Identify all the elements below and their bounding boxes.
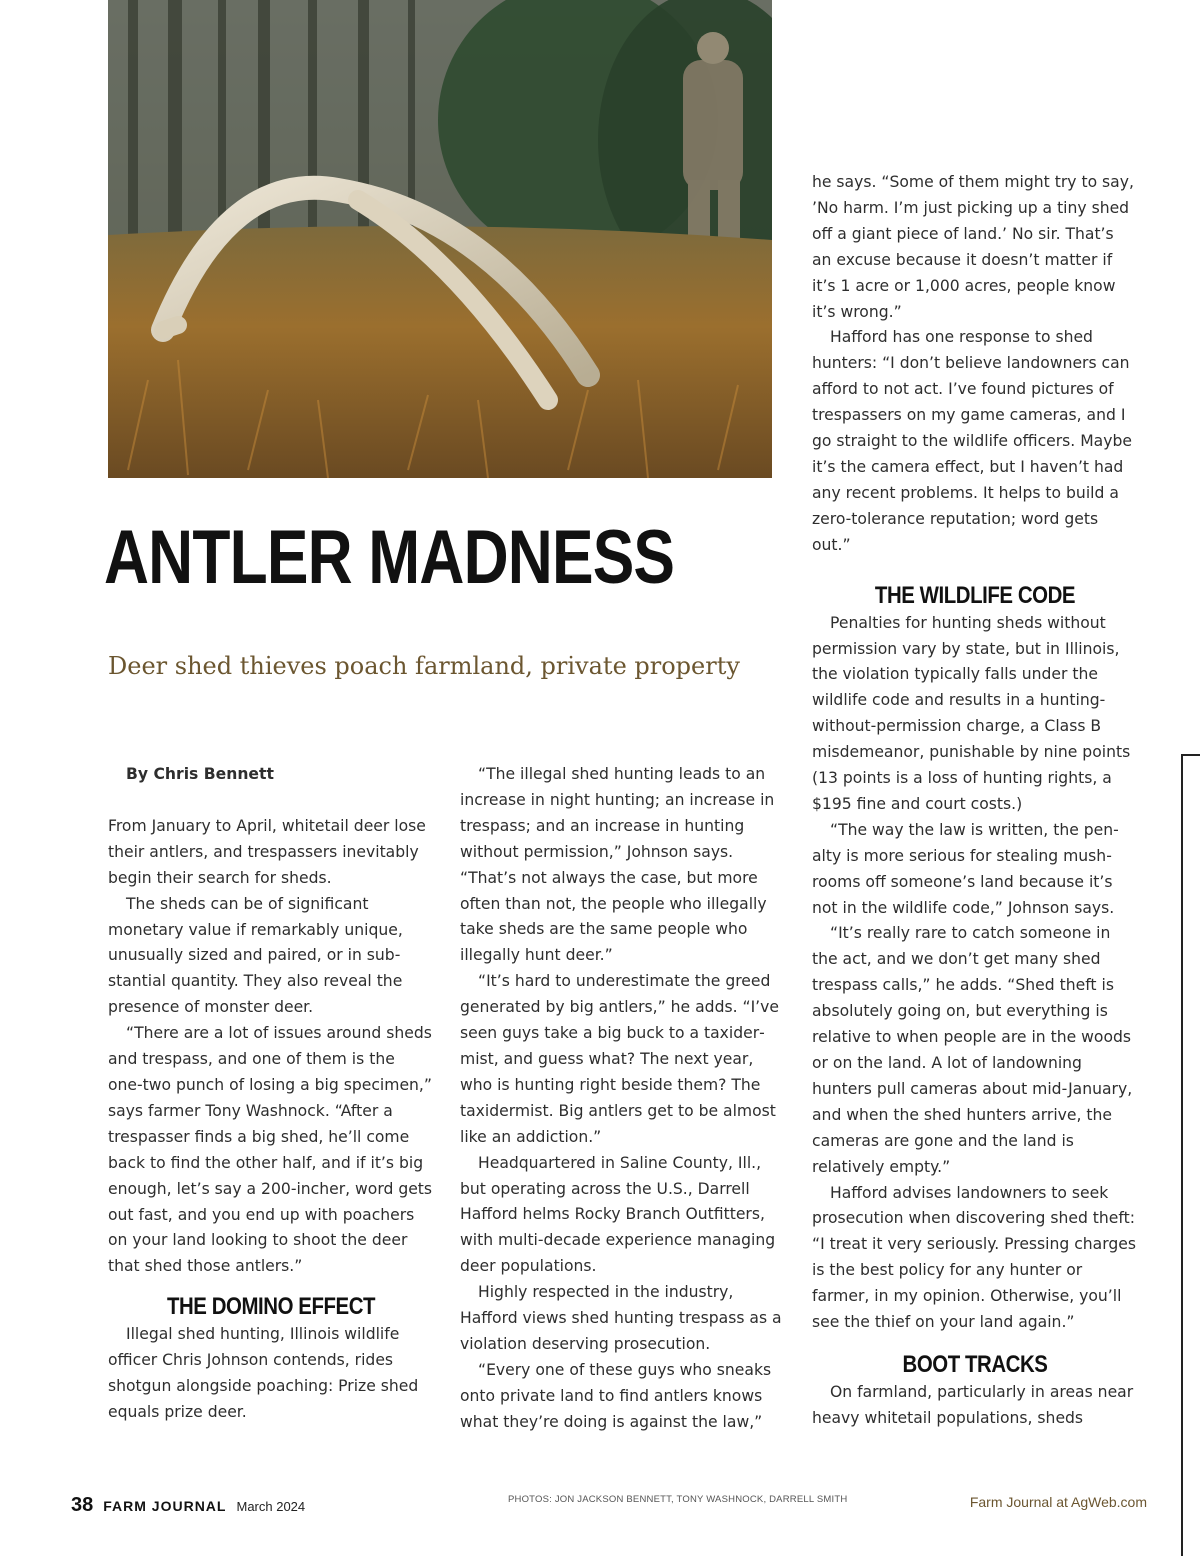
paragraph: Illegal shed hunting, Illinois wildlife officer Chris Johnson contends, rides shotgun alongside poaching: Prize shed equals prize deer.	[108, 1325, 419, 1421]
paragraph: Hafford has one response to shed hunters: “I don’t believe landowners can afford to not act. I’ve found pictures of trespassers on my game cameras, and I go straight to the wildlife officers. Maybe it’s the camera effect, but I haven’t had any recent problems. It helps to build a zero-tolerance reputation; word gets out.”	[812, 328, 1132, 554]
paragraph: From January to April, whitetail deer lose their antlers, and trespassers inevitably begin their search for sheds.	[108, 816, 426, 887]
paragraph: “It’s really rare to catch someone in the act, and we don’t get many shed trespass calls,” he adds. “Shed theft is absolutely going on, but everything is relative to when people are in the woods or on the land. A lot of landowning hunters pull cameras about mid-January, and when the shed hunters arrive, the cameras are gone and the land is relatively empty.”	[812, 924, 1133, 1176]
column-2	[460, 762, 786, 1436]
paragraph: Highly respected in the industry, Hafford views shed hunting trespass as a violation deserving prosecution.	[460, 1283, 782, 1353]
hero-photo	[108, 0, 772, 478]
headline: ANTLER MADNESS	[104, 515, 675, 600]
issue-date: March 2024	[236, 1499, 306, 1514]
section-heading: THE DOMINO EFFECT	[166, 1293, 376, 1321]
paragraph: “The way the law is written, the penalty is more serious for stealing mushrooms off someone’s land because it’s not in the wildlife code,” Johnson says.	[812, 820, 1119, 917]
photo-credits: PHOTOS: JON JACKSON BENNETT, TONY WASHNOCK, DARRELL SMITH	[508, 1494, 848, 1505]
magazine-name: FARM JOURNAL	[103, 1498, 227, 1514]
paragraph: Headquartered in Saline County, Ill., but operating across the U.S., Darrell Hafford helms Rocky Branch Outfitters, with multi-decade experience managing deer populations.	[460, 1153, 776, 1276]
paragraph: Penalties for hunting sheds without permission vary by state, but in Illinois, the violation typically falls under the wildlife code and results in a hunting-without-permission charge, a Class B misdemeanor, punishable by nine points (13 points is a loss of hunting rights, a $195 fine and court costs.)	[812, 613, 1131, 813]
byline: By Chris Bennett	[126, 765, 274, 783]
paragraph: he says. “Some of them might try to say, ’No harm. I’m just picking up a tiny shed off a giant piece of land.’ No sir. That’s an excuse because it doesn’t matter if it’s 1 acre or 1,000 acres, people know it’s wrong.”	[812, 173, 1134, 321]
section-heading: BOOT TRACKS	[902, 1350, 1048, 1378]
paragraph: The sheds can be of significant monetary value if remarkably unique, unusually sized and paired, or in substantial quantity. They also reveal the presence of monster deer.	[108, 894, 403, 1017]
page-number: 38	[71, 1494, 94, 1516]
website-link[interactable]: Farm Journal at AgWeb.com	[969, 1494, 1147, 1510]
paragraph: “Every one of these guys who sneaks onto private land to find antlers knows what they’re doing is against the law,”	[460, 1360, 772, 1431]
column-1	[108, 762, 434, 1426]
paragraph: On farmland, particularly in areas near heavy whitetail populations, sheds	[812, 1382, 1134, 1427]
section-heading: THE WILDLIFE CODE	[874, 581, 1076, 609]
footer-left	[71, 1494, 305, 1514]
paragraph: “The illegal shed hunting leads to an increase in night hunting; an increase in trespass; and an increase in hunting without permission,” Johnson says. “That’s not always the case, but more often than not, the people who illegally take sheds are the same people who illegally hunt deer.”	[460, 765, 775, 965]
paragraph: “There are a lot of issues around sheds and trespass, and one of them is the one-two punch of losing a big specimen,” says farmer Tony Washnock. “After a trespasser finds a big shed, he’ll come back to find the other half, and if it’s big enough, let’s say a 200-incher, word gets out fast, and you end up with poachers on your land looking to shoot the deer that shed those antlers.”	[108, 1024, 433, 1276]
subhead: Deer shed thieves poach farmland, private property	[108, 652, 740, 680]
sidebar-rule	[1181, 754, 1200, 1556]
paragraph: Hafford advises landowners to seek prosecution when discovering shed theft: “I treat it very seriously. Pressing charges is the best policy for any hunter or farmer, in my opinion. Otherwise, you’ll see the thief on your land again.”	[812, 1183, 1136, 1332]
column-3	[812, 170, 1138, 1432]
paragraph: “It’s hard to underestimate the greed generated by big antlers,” he adds. “I’ve seen guys take a big buck to a taxidermist, and guess what? The next year, who is hunting right beside them? The taxidermist. Big antlers get to be almost like an addiction.”	[460, 972, 779, 1146]
